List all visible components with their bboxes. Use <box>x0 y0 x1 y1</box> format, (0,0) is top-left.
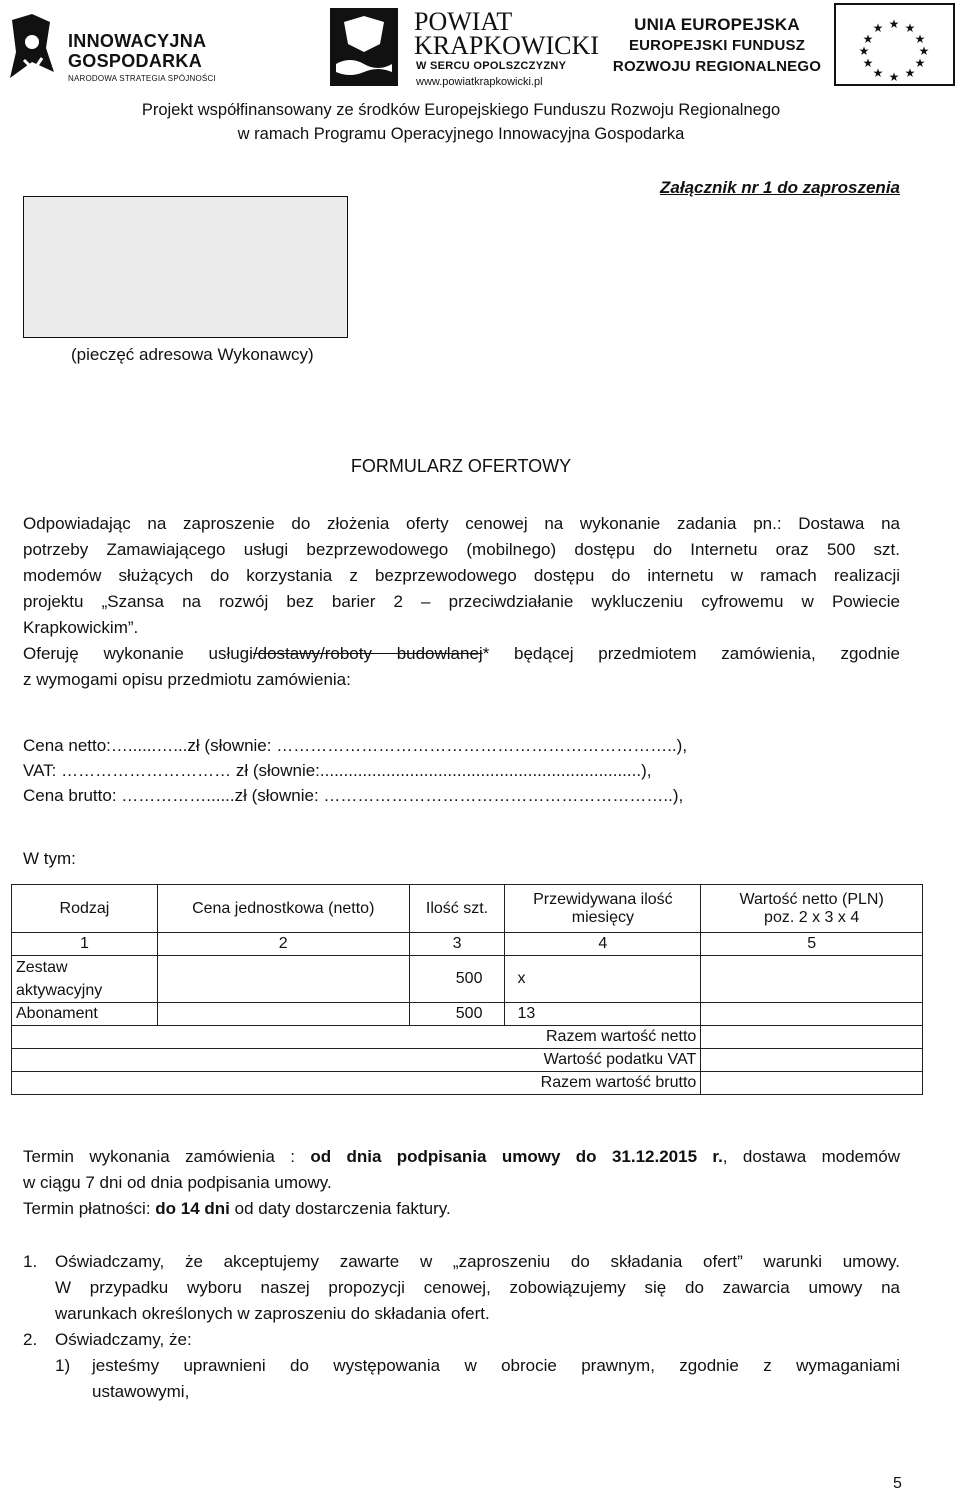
terms-line <box>23 1144 900 1170</box>
page-number: 5 <box>893 1475 902 1492</box>
table-total-row <box>12 1049 923 1072</box>
svg-text:★: ★ <box>918 44 930 58</box>
terms-line: w ciągu 7 dni od dnia podpisania umowy. <box>23 1173 332 1192</box>
svg-text:★: ★ <box>888 17 900 31</box>
powiat-krapkowicki-logo <box>330 7 599 88</box>
svg-text:★: ★ <box>862 32 874 46</box>
col-number: 1 <box>12 933 158 956</box>
terms-payment-label: Termin płatności: <box>23 1199 156 1218</box>
price-lines <box>23 733 687 808</box>
svg-text:★: ★ <box>862 56 874 70</box>
powiat-logo-line1: POWIAT <box>414 7 513 36</box>
eu-logo-line2: EUROPEJSKI FUNDUSZ <box>628 37 806 54</box>
table-total-row <box>12 1072 923 1095</box>
svg-text:★: ★ <box>872 66 884 80</box>
terms-exec-date: od dnia podpisania umowy do 31.12.2015 r. <box>310 1147 723 1166</box>
powiat-crest-icon <box>330 8 398 86</box>
statement-number: 1. <box>23 1252 38 1271</box>
powiat-logo-line3: W SERCU OPOLSZCZYZNY <box>416 60 567 72</box>
attachment-label: Załącznik nr 1 do zaproszenia <box>660 178 900 197</box>
project-funding-line1: Projekt współfinansowany ze środków Europejskiego Funduszu Rozwoju Regionalnego <box>141 101 781 119</box>
eu-logo-text <box>610 14 824 77</box>
intro-line: Krapkowickim”. <box>23 618 139 637</box>
table-row <box>12 956 923 1003</box>
svg-text:★: ★ <box>888 70 900 84</box>
statement-line: jesteśmy uprawnieni do występowania w obrocie prawnym, zgodnie z wymaganiami <box>92 1356 900 1375</box>
row-months: x <box>505 956 701 1003</box>
w-tym-label: W tym: <box>23 849 76 868</box>
svg-text:★: ★ <box>904 21 916 35</box>
header-miesiecy: Przewidywana ilość miesięcy <box>505 885 701 933</box>
total-vat-label: Wartość podatku VAT <box>12 1049 701 1072</box>
header-rodzaj: Rodzaj <box>12 885 158 933</box>
project-funding-line2: w ramach Programu Operacyjnego Innowacyjna Gospodarka <box>237 125 685 143</box>
price-brutto-line[interactable]: Cena brutto: ……………......zł (słownie: ……………………………………………………..), <box>23 786 684 805</box>
row-name: Zestaw aktywacyjny <box>12 956 158 1003</box>
row-price-cell[interactable] <box>157 1003 409 1026</box>
terms-block <box>23 1144 900 1222</box>
statement-line: Oświadczamy, że: <box>55 1330 192 1349</box>
table-row <box>12 1003 923 1026</box>
ig-logo-line2: GOSPODARKA <box>68 51 203 71</box>
stamp-caption: (pieczęć adresowa Wykonawcy) <box>71 345 314 364</box>
intro-line: projektu „Szansa na rozwój bez barier 2 – przeciwdziałanie wykluczeniu cyfrowemu w Powiecie <box>23 592 900 611</box>
col-number: 3 <box>409 933 505 956</box>
table-number-row <box>12 933 923 956</box>
total-netto-label: Razem wartość netto <box>12 1026 701 1049</box>
svg-text:★: ★ <box>872 21 884 35</box>
offer-text-struck: /dostawy/roboty budowlanej <box>252 644 483 663</box>
header-wartosc-netto <box>701 885 923 933</box>
svg-text:★: ★ <box>858 44 870 58</box>
intro-paragraph <box>23 511 900 641</box>
table-total-row <box>12 1026 923 1049</box>
ig-emblem-icon <box>2 12 60 82</box>
header-wartosc-title: Wartość netto (PLN) <box>739 890 884 908</box>
intro-line: Odpowiadając na zaproszenie do złożenia oferty cenowej na wykonanie zadania pn.: Dostawa na <box>23 514 900 533</box>
ig-logo-line1: INNOWACYJNA <box>68 31 207 51</box>
svg-text:★: ★ <box>914 32 926 46</box>
powiat-logo-url: www.powiatkrapkowicki.pl <box>416 76 543 88</box>
statement-line: W przypadku wyboru naszej propozycji cenowej, zobowiązujemy się do zawarcia umowy na <box>55 1278 900 1297</box>
ig-logo-line3: NARODOWA STRATEGIA SPÓJNOŚCI <box>68 74 216 83</box>
row-value-cell[interactable] <box>701 1003 923 1026</box>
row-name: Abonament <box>12 1003 158 1026</box>
offer-text-start: Oferuję wykonanie usługi <box>23 644 253 663</box>
offer-line: z wymogami opisu przedmiotu zamówienia: <box>23 670 351 689</box>
statement-line: ustawowymi, <box>92 1382 190 1401</box>
terms-exec-rest: , dostawa modemów <box>722 1147 900 1166</box>
col-number: 5 <box>701 933 923 956</box>
powiat-logo-line2: KRAPKOWICKI <box>414 31 599 60</box>
col-number: 4 <box>505 933 701 956</box>
eu-logo-line3: ROZWOJU REGIONALNEGO <box>612 58 822 75</box>
statement-line: Oświadczamy, że akceptujemy zawarte w „zaproszeniu do składania ofert” warunki umowy. <box>55 1252 900 1271</box>
offer-line <box>23 641 900 667</box>
row-price-cell[interactable] <box>157 956 409 1003</box>
col-number: 2 <box>157 933 409 956</box>
intro-line: potrzeby Zamawiającego usługi bezprzewodowego (mobilnego) dostępu do Internetu oraz 500 szt. <box>23 540 900 559</box>
total-brutto-label: Razem wartość brutto <box>12 1072 701 1095</box>
row-qty: 500 <box>409 956 505 1003</box>
eu-logo-line1: UNIA EUROPEJSKA <box>634 15 800 34</box>
header-ilosc: Ilość szt. <box>409 885 505 933</box>
form-title: FORMULARZ OFERTOWY <box>350 456 572 476</box>
terms-exec-label: Termin wykonania zamówienia : <box>23 1147 311 1166</box>
total-brutto-value[interactable] <box>701 1072 923 1095</box>
total-vat-value[interactable] <box>701 1049 923 1072</box>
row-months: 13 <box>505 1003 701 1026</box>
row-qty: 500 <box>409 1003 505 1026</box>
header-wartosc-note: poz. 2 x 3 x 4 <box>764 908 860 926</box>
terms-line <box>23 1196 900 1222</box>
offer-table <box>11 884 923 1095</box>
svg-text:★: ★ <box>914 56 926 70</box>
offer-text-end: * będącej przedmiotem zamówienia, zgodnie <box>482 644 900 663</box>
eu-flag-icon <box>834 3 955 86</box>
row-value-cell[interactable] <box>701 956 923 1003</box>
svg-text:★: ★ <box>904 66 916 80</box>
price-vat-line[interactable]: VAT: ………………………… zł (słownie:....................................................................), <box>23 761 652 780</box>
total-netto-value[interactable] <box>701 1026 923 1049</box>
innowacyjna-gospodarka-logo <box>2 12 234 86</box>
terms-payment-days: do 14 dni <box>155 1199 230 1218</box>
price-netto-line[interactable]: Cena netto:…......…...zł (słownie: ……………………………………………………………..), <box>23 736 688 755</box>
offer-paragraph <box>23 641 900 693</box>
header-cena-jednostkowa: Cena jednostkowa (netto) <box>157 885 409 933</box>
stamp-box[interactable] <box>23 196 348 338</box>
statement-line: warunkach określonych w zaproszeniu do składania ofert. <box>55 1304 490 1323</box>
intro-line: modemów służących do korzystania z bezprzewodowego dostępu do internetu w ramach realizacji <box>23 566 900 585</box>
terms-payment-rest: od daty dostarczenia faktury. <box>229 1199 451 1218</box>
statements-block <box>23 1249 900 1405</box>
statement-number: 2. <box>23 1330 38 1349</box>
table-header-row <box>12 885 923 933</box>
statement-sub-number: 1) <box>55 1356 71 1375</box>
